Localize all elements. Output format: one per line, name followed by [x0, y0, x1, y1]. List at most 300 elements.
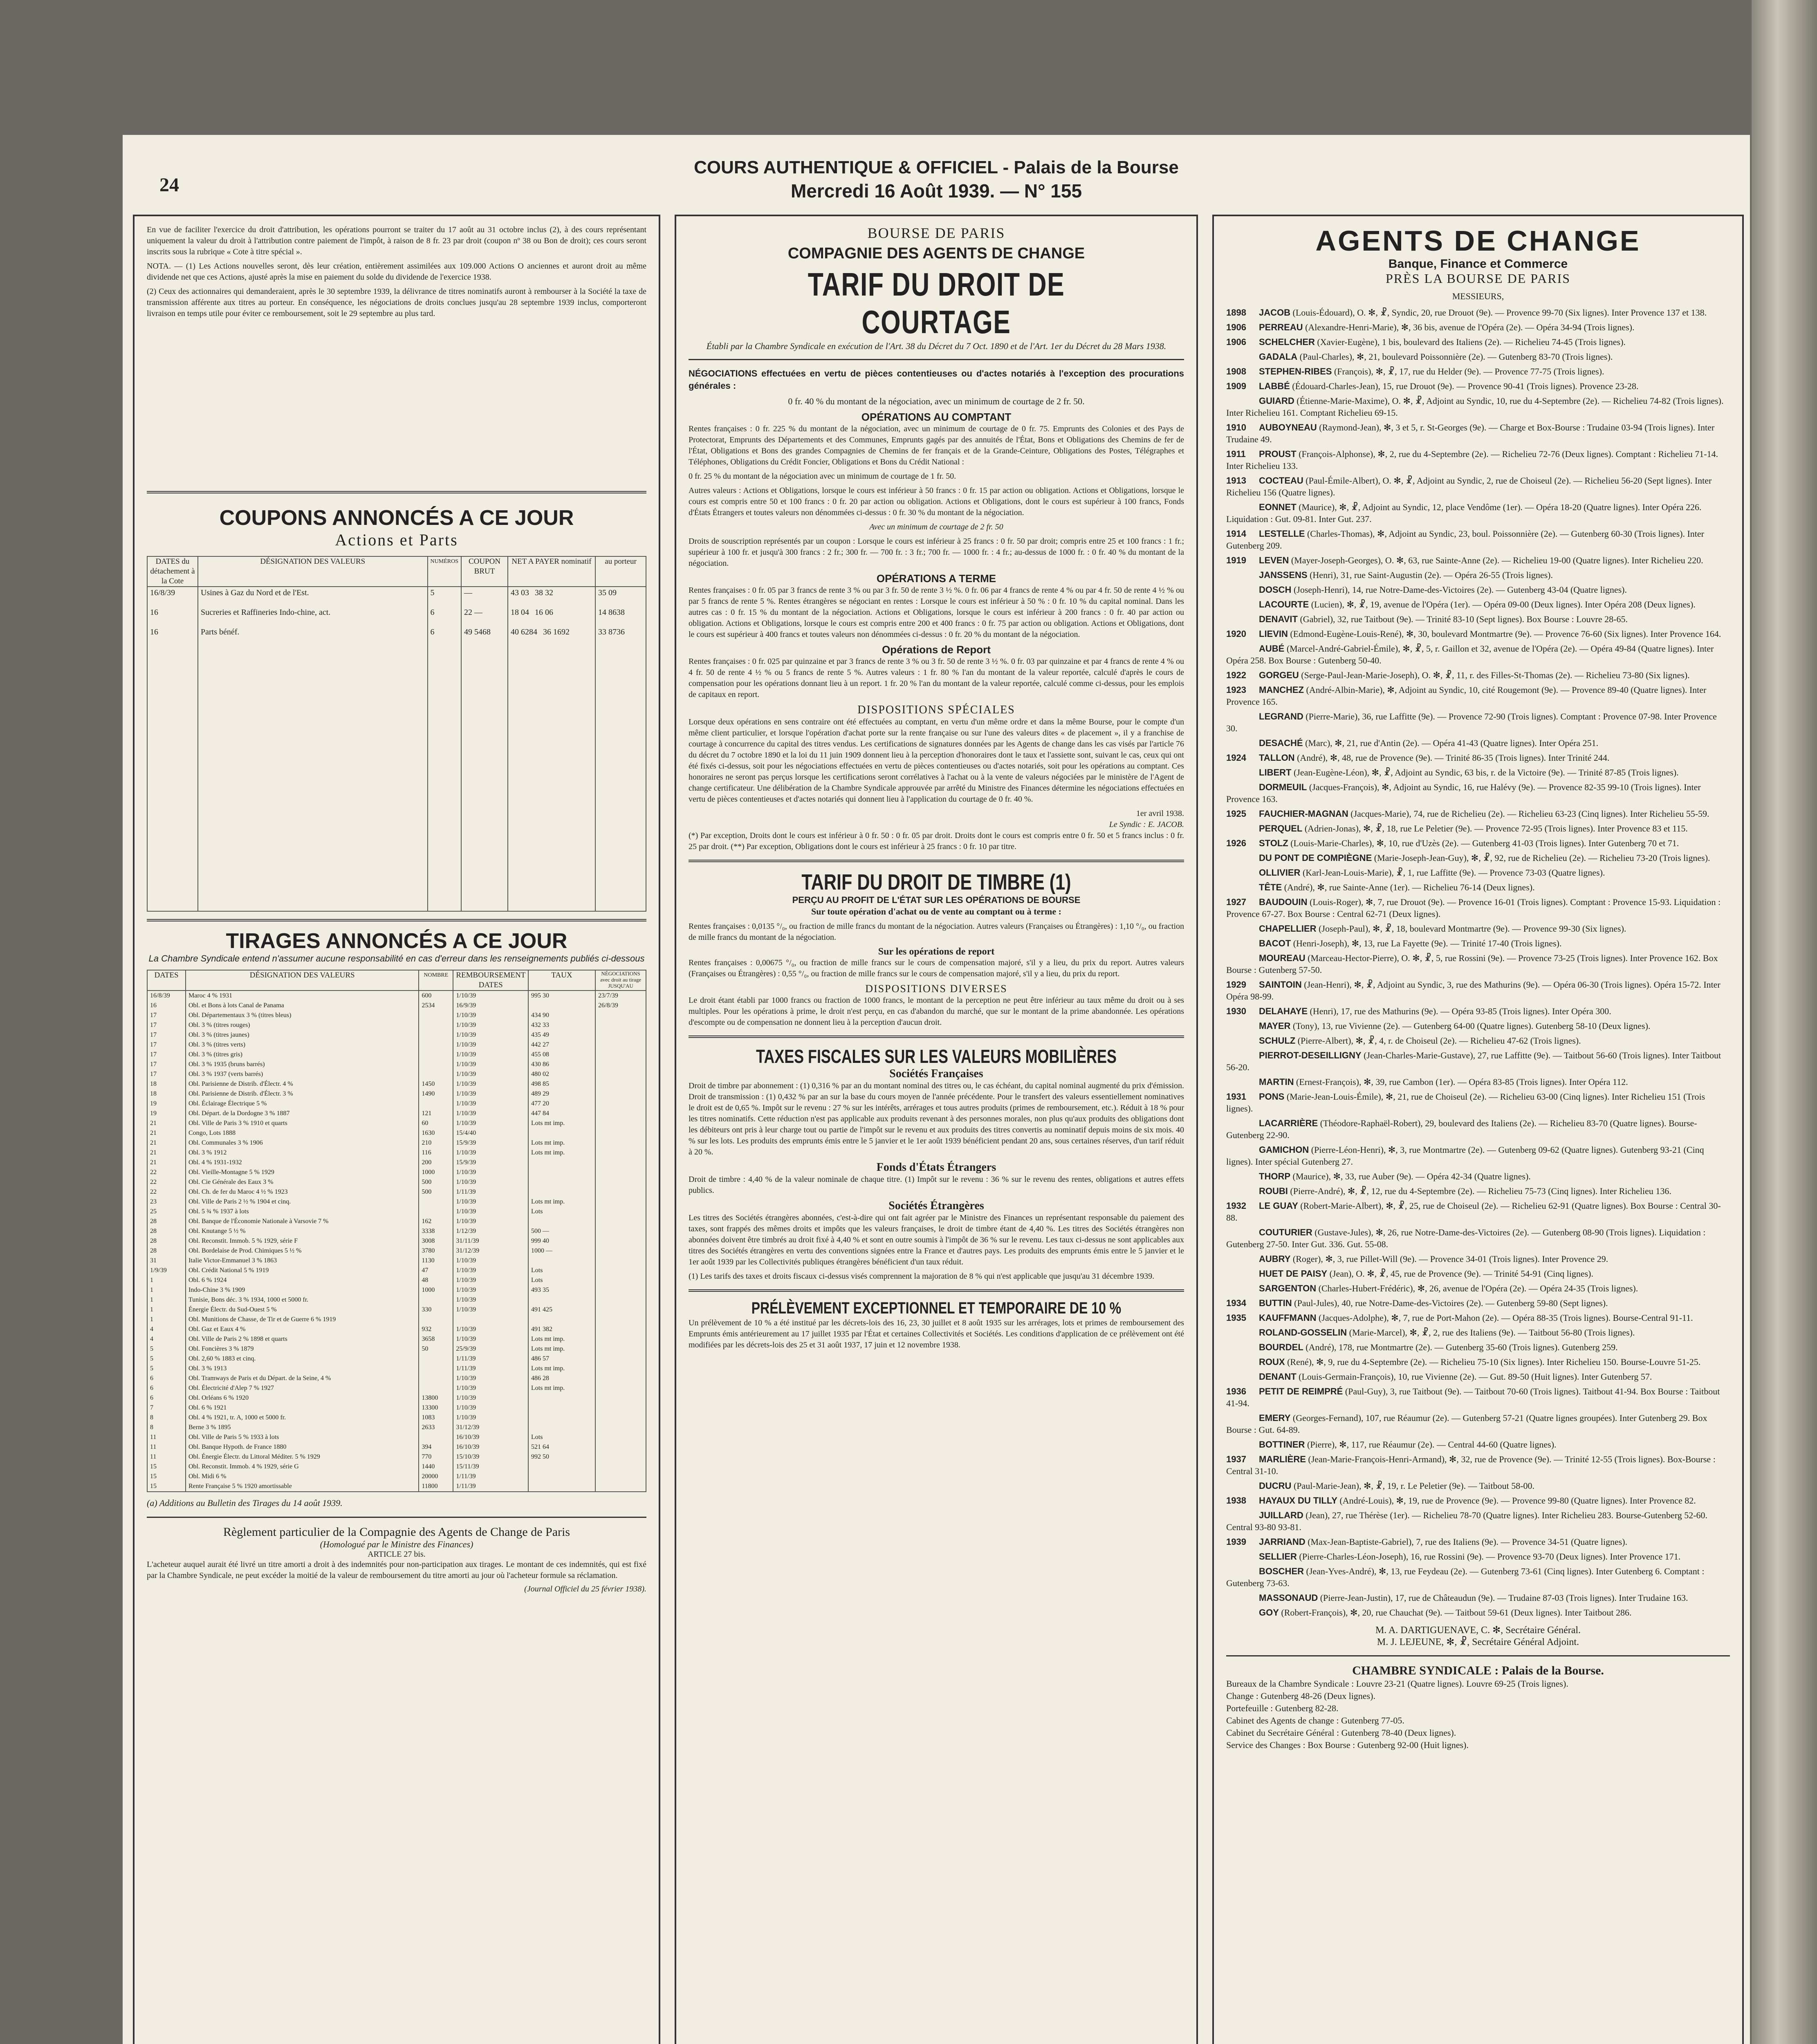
table-cell: 210 — [419, 1138, 453, 1148]
table-cell: 498 85 — [528, 1079, 595, 1089]
table-row — [147, 1325, 646, 1334]
table-cell: Obl. Ch. de fer du Maroc 4 ½ % 1923 — [186, 1187, 419, 1197]
agent-entry — [1226, 1035, 1730, 1047]
agent-year: 1930 — [1226, 1006, 1246, 1016]
agent-details: (Robert-François), ✻, 20, rue Chauchat (9e). — Taitbout 59-61 (Deux lignes). Inter Taitbout 286. — [1281, 1607, 1632, 1618]
table-row — [147, 626, 646, 645]
agent-name: SCHELCHER — [1259, 337, 1315, 347]
table-cell: Obl. Départementaux 3 % (titres bleus) — [186, 1011, 419, 1020]
tirages-col-taux: TAUX — [528, 970, 595, 991]
table-cell: Énergie Électr. du Sud-Ouest 5 % — [186, 1305, 419, 1315]
agent-entry — [1226, 1385, 1730, 1409]
agent-entry — [1226, 1509, 1730, 1533]
reglement-text: L'acheteur auquel aurait été livré un titre amorti a droit à des indemnités pour non-participation aux tirages. Le montant de ces indemnités, qui est fixé par la Chambre Syndicale, ne peut excéder la moitié de la valeur de remboursement du titre amorti au jour où l'acheteur formule sa réclamation. — [147, 1560, 646, 1580]
table-cell: 1/10/39 — [453, 1168, 528, 1177]
table-cell — [595, 1177, 646, 1187]
table-cell: 435 49 — [528, 1030, 595, 1040]
table-cell: 1/10/39 — [453, 1040, 528, 1050]
negociations-rate: 0 fr. 40 % du montant de la négociation, avec un minimum de courtage de 2 fr. 50. — [788, 396, 1085, 406]
table-cell: Obl. 4 % 1921, tr. A, 1000 et 5000 fr. — [186, 1413, 419, 1423]
agent-name: BOURDEL — [1259, 1342, 1303, 1352]
table-row — [147, 1344, 646, 1354]
agent-details: (Pierre), ✻, 117, rue Réaumur (2e). — Central 44-60 (Quatre lignes). — [1307, 1439, 1557, 1450]
table-row — [147, 1020, 646, 1030]
agent-name: THORP — [1259, 1171, 1290, 1181]
table-cell: 1/10/39 — [453, 1197, 528, 1207]
report-title: Opérations de Report — [882, 643, 991, 656]
cell-value: 22 — — [464, 608, 482, 617]
cell-value: 49 5468 — [464, 627, 491, 637]
agent-name: LE GUAY — [1259, 1201, 1298, 1211]
table-cell: Lots — [528, 1432, 595, 1442]
agent-entry — [1226, 1170, 1730, 1182]
agent-details: (Marie-Jean-Louis-Émile), ✻, 21, rue de Choiseul (2e). — Richelieu 63-00 (Cinq lignes). Inter Richelieu 151 (Trois lignes). — [1226, 1091, 1705, 1114]
table-row — [147, 1148, 646, 1158]
agent-details: (François-Alphonse), ✻, 2, rue du 4-Septembre (2e). — Richelieu 72-76 (Deux lignes). Comptant : Richelieu 71-14. Inter Richelieu 133. — [1226, 449, 1718, 471]
table-cell — [461, 645, 508, 911]
table-cell — [595, 1138, 646, 1148]
table-cell: Obl. 3 % (titres verts) — [186, 1040, 419, 1050]
table-cell: 1/10/39 — [453, 1325, 528, 1334]
table-cell: Obl. 6 % 1921 — [186, 1403, 419, 1413]
table-cell: 1/10/39 — [453, 1217, 528, 1226]
table-cell: 23 — [147, 1197, 186, 1207]
table-cell: Obl. Tramways de Paris et du Départ. de la Seine, 4 % — [186, 1374, 419, 1383]
table-cell: 21 — [147, 1138, 186, 1148]
agent-entry — [1226, 766, 1730, 778]
table-cell: 1 — [147, 1285, 186, 1295]
prelevement-title: PRÉLÈVEMENT EXCEPTIONNEL ET TEMPORAIRE DE 10 % — [751, 1299, 1122, 1317]
agent-name: JANSSENS — [1259, 570, 1308, 580]
table-cell: 15/9/39 — [453, 1158, 528, 1168]
table-row — [147, 1217, 646, 1226]
tirages-col-designation: DÉSIGNATION DES VALEURS — [186, 970, 419, 991]
intro-paragraph: En vue de faciliter l'exercice du droit d'attribution, les opérations pourront se traiter du 17 août au 31 octobre inclus (2), à des cours représentant uniquement la valeur du droit à l'attribution contre paiement de l'impôt, à raison de 8 fr. 23 par droit (coupon nº 38 ou Bon de droit); ces cours seront inscrits sous la rubrique « Cote à titre spécial ». — [147, 225, 646, 256]
table-cell — [528, 1315, 595, 1325]
table-cell: 6 — [147, 1383, 186, 1393]
agent-entry — [1226, 321, 1730, 333]
coupons-table — [147, 556, 646, 912]
agent-name: COCTEAU — [1259, 475, 1303, 486]
table-cell: 1/10/39 — [453, 1177, 528, 1187]
agent-details: (Jean-Marie-François-Henri-Armand), ✻, 32, rue de Provence (9e). — Trinité 12-55 (Trois lignes). Box-Bourse : Central 31-10. — [1226, 1454, 1716, 1476]
table-cell: Lots mt imp. — [528, 1197, 595, 1207]
agent-name: DORMEUIL — [1259, 782, 1307, 792]
agent-details: (André), 178, rue Montmartre (2e). — Gutenberg 35-60 (Trois lignes). Gutenberg 259. — [1306, 1342, 1618, 1352]
agent-entry — [1226, 628, 1730, 640]
table-cell — [528, 1472, 595, 1481]
table-cell: 16 — [147, 1001, 186, 1011]
table-cell: 1/10/39 — [453, 1207, 528, 1217]
table-cell: 1/10/39 — [453, 1089, 528, 1099]
agent-name: PERQUEL — [1259, 823, 1303, 834]
agent-entry — [1226, 643, 1730, 666]
cell-value: 38 32 — [535, 588, 553, 597]
table-row — [147, 1060, 646, 1069]
table-row — [147, 1236, 646, 1246]
table-cell — [508, 607, 595, 626]
table-cell: 999 40 — [528, 1236, 595, 1246]
agent-entry — [1226, 1297, 1730, 1309]
table-cell — [595, 1472, 646, 1481]
agent-details: (Edmond-Eugène-Louis-René), ✻, 30, boulevard Montmartre (9e). — Provence 76-60 (Six lignes). Inter Provence 164. — [1290, 629, 1721, 639]
bourse-heading: BOURSE DE PARIS — [867, 225, 1005, 241]
table-cell — [198, 607, 428, 626]
compagnie-heading: COMPAGNIE DES AGENTS DE CHANGE — [787, 245, 1085, 262]
agent-entry — [1226, 421, 1730, 445]
agent-details: (Henri), 17, rue des Mathurins (9e). — Opéra 93-85 (Trois lignes). Inter Opéra 300. — [1310, 1006, 1611, 1016]
table-cell — [528, 1217, 595, 1226]
table-row — [147, 1295, 646, 1305]
table-cell: Obl. Gaz et Eaux 4 % — [186, 1325, 419, 1334]
table-cell — [595, 1344, 646, 1354]
agent-entry — [1226, 1091, 1730, 1114]
agent-entry — [1226, 979, 1730, 1002]
table-cell: 1/10/39 — [453, 1305, 528, 1315]
agent-name: EONNET — [1259, 502, 1297, 512]
table-cell — [147, 587, 198, 607]
cell-value: 43 03 — [511, 588, 529, 597]
table-cell — [595, 1050, 646, 1060]
table-cell: Obl. 3 % (titres rouges) — [186, 1020, 419, 1030]
table-row — [147, 1187, 646, 1197]
agent-entry — [1226, 1200, 1730, 1224]
journal-ref: (Journal Officiel du 25 février 1938). — [524, 1585, 646, 1594]
agent-entry — [1226, 684, 1730, 708]
agent-name: LEGRAND — [1259, 711, 1303, 722]
table-cell: Obl. 3 % 1937 (verts barrés) — [186, 1069, 419, 1079]
table-cell: 50 — [419, 1344, 453, 1354]
table-cell: 4 — [147, 1325, 186, 1334]
table-cell: 932 — [419, 1325, 453, 1334]
table-row — [147, 1423, 646, 1432]
table-cell: 1/10/39 — [453, 1148, 528, 1158]
table-cell — [595, 1305, 646, 1315]
agent-entry — [1226, 1341, 1730, 1353]
table-cell — [595, 1403, 646, 1413]
agent-details: (Jean-Eugène-Léon), ✻, ☧, Adjoint au Syndic, 63 bis, r. de la Victoire (9e). — Trinité 87-85 (Trois lignes). — [1293, 767, 1679, 778]
taxes-title: TAXES FISCALES SUR LES VALEURS MOBILIÈRES — [756, 1046, 1117, 1067]
table-cell — [595, 1275, 646, 1285]
agent-year: 1939 — [1226, 1537, 1246, 1547]
agent-name: DOSCH — [1259, 585, 1292, 595]
agent-details: (René), ✻, 9, rue du 4-Septembre (2e). — Richelieu 75-10 (Six lignes). Inter Richelieu 150. Bourse-Louvre 51-25. — [1287, 1357, 1701, 1367]
coupons-col-brut: COUPON BRUT — [461, 556, 508, 587]
additions-note: (a) Additions au Bulletin des Tirages du 14 août 1939. — [147, 1498, 343, 1508]
agent-details: (Karl-Jean-Louis-Marie), ☧, 1, rue Laffitte (9e). — Provence 73-03 (Quatre lignes). — [1302, 867, 1605, 878]
table-cell — [595, 1040, 646, 1050]
table-cell: 491 425 — [528, 1305, 595, 1315]
agent-year: 1929 — [1226, 979, 1246, 990]
comptant-minimum: Avec un minimum de courtage de 2 fr. 50 — [869, 522, 1003, 531]
dispositions-speciales-text: Lorsque deux opérations en sens contraire ont été effectuées au comptant, en vertu d'un même ordre et dans la même Bourse, pour le compte d'un même client particulier, et lorsque l'opération d'achat porte sur la rente française ou sur l'une des valeurs dites « de placement », il y a franchise de courtage à concurrence du capital des titres vendus. Les certifications de signatures données par les Agents de change dans les cas visés par l'article 76 du décret du 7 octobre 1890 et la loi du 11 juin 1909 donnent lieu à la perception d'honoraires dont le taux et l'assiette sont, suivant le cas, ceux qui ont été fixés ci-dessus, soit pour les négociations effectuées en vertu de pièces contentieuses ou d'actes notariés, soit pour les opérations au comptant. Ces honoraires ne seront pas perçus lorsque les certifications seront corrélatives à l'achat ou à la vente de valeurs négociées par le ministère de l'Agent de change certificateur. Une délibération de la Chambre Syndicale approuvée par arrêté du Ministre des Finances détermine les négociations effectuées en vertu de pièces contentieuses et d'actes notariés qui donnent lieu à l'application du courtage de 0 fr. 40 %. — [689, 717, 1184, 804]
table-row — [147, 991, 646, 1001]
table-cell — [428, 587, 461, 607]
table-cell — [461, 587, 508, 607]
cell-value: 16 — [150, 627, 158, 637]
table-cell: 1/10/39 — [453, 1050, 528, 1060]
comptant-title: OPÉRATIONS AU COMPTANT — [861, 411, 1012, 423]
table-cell: Obl. Midi 6 % — [186, 1472, 419, 1481]
table-row — [147, 1030, 646, 1040]
table-cell: Obl. 3 % 1935 (bruns barrés) — [186, 1060, 419, 1069]
table-cell — [528, 1481, 595, 1492]
table-cell: 442 27 — [528, 1040, 595, 1050]
agent-entry — [1226, 1356, 1730, 1368]
agent-entry — [1226, 351, 1730, 363]
table-cell: 1/10/39 — [453, 1256, 528, 1266]
prelevement-text: Un prélèvement de 10 % a été institué par les décrets-lois des 16, 23, 30 juillet et 8 août 1935 sur les arrérages, lots et primes de remboursement des Emprunts émis antérieurement au 17 juillet 1935 par l'État et certaines Collectivités et Sociétés. Les conditions d'application de ce prélèvement ont été modifiées par les décrets-lois des 25 et 31 août 1937, 17 juin et 12 novembre 1938. — [689, 1318, 1184, 1349]
table-cell — [461, 626, 508, 645]
agent-entry — [1226, 781, 1730, 805]
agent-details: (Jean-Yves-André), ✻, 13, rue Feydeau (2e). — Gutenberg 73-61 (Cinq lignes). Inter Gutenberg 6. Comptant : Gutenberg 73-63. — [1226, 1566, 1705, 1588]
table-row — [147, 1266, 646, 1275]
table-row — [147, 1452, 646, 1462]
table-cell — [419, 1354, 453, 1364]
table-cell — [595, 1197, 646, 1207]
agent-details: (Mayer-Joseph-Georges), O. ✻, 63, rue Sainte-Anne (2e). — Richelieu 19-00 (Quatre lignes). Inter Richelieu 220. — [1291, 555, 1703, 565]
agent-details: (Paul-Émile-Albert), O. ✻, ☧, Adjoint au Syndic, 2, rue de Choiseul (2e). — Richelieu 56-20 (Sept lignes). Inter Richelieu 156 (Quatre lignes). — [1226, 475, 1712, 498]
tirages-table — [147, 970, 646, 1492]
agent-details: (Édouard-Charles-Jean), 15, rue Drouot (9e). — Provence 90-41 (Trois lignes). Provence 23-28. — [1292, 381, 1639, 391]
table-row — [147, 1226, 646, 1236]
table-row — [147, 607, 646, 626]
table-cell: 500 — — [528, 1226, 595, 1236]
agent-details: (Tony), 13, rue Vivienne (2e). — Gutenberg 64-00 (Quatre lignes). Gutenberg 58-10 (Deux lignes). — [1292, 1021, 1651, 1031]
table-cell: 1/10/39 — [453, 1069, 528, 1079]
comptant-text-3: Autres valeurs : Actions et Obligations, lorsque le cours est inférieur à 50 francs : 0 fr. 15 par action ou obligation. Actions et Obligations, lorsque le cours est compris entre 50 et 100 francs : 0 fr. 20 par action ou obligation. Actions et Obligations, dont le cours est supérieur à 100 francs, Fonds d'États Étrangers et toutes valeurs non dénommées ci-dessus : 0 fr. 30 % du montant de la négociation. — [689, 486, 1184, 517]
table-row — [147, 1099, 646, 1109]
comptant-text-1: Rentes françaises : 0 fr. 225 % du montant de la négociation, avec un minimum de courtage de 0 fr. 75. Emprunts des Colonies et des Pays de Protectorat, Emprunts des Départements et des Communes, Emprunts gagés par des annuités de l'État, Bons et Obligations des Chemins de fer de l'État, Obligations et Bons des grandes Compagnies de Chemins de fer français et de la Grande-Ceinture, Obligations des Postes, Télégraphes et Téléphones, Obligations du Crédit Foncier, Obligations et Bons du Crédit National : — [689, 424, 1184, 466]
table-cell — [595, 1128, 646, 1138]
table-cell: 1/10/39 — [453, 1099, 528, 1109]
table-cell — [147, 607, 198, 626]
table-cell — [595, 1089, 646, 1099]
agent-entry — [1226, 737, 1730, 749]
secretaire-adjoint: M. J. LEJEUNE, ✻, ☧, Secrétaire Général Adjoint. — [1377, 1637, 1579, 1647]
table-cell — [595, 1168, 646, 1177]
table-cell: 1/10/39 — [453, 1060, 528, 1069]
table-cell: 15 — [147, 1462, 186, 1472]
agent-year: 1898 — [1226, 307, 1246, 318]
agent-details: (Lucien), ✻, ☧, 19, avenue de l'Opéra (1er). — Opéra 09-00 (Deux lignes). Inter Opéra 208 (Deux lignes). — [1311, 599, 1696, 610]
table-cell: 434 90 — [528, 1011, 595, 1020]
table-cell: Obl. Munitions de Chasse, de Tir et de Guerre 6 % 1919 — [186, 1315, 419, 1325]
table-cell: 17 — [147, 1011, 186, 1020]
agent-year: 1906 — [1226, 322, 1246, 332]
chambre-line: Cabinet des Agents de change : Gutenberg 77-05. — [1226, 1715, 1404, 1726]
table-cell — [595, 1462, 646, 1472]
table-cell: 22 — [147, 1168, 186, 1177]
table-cell — [595, 1452, 646, 1462]
cell-value: Usines à Gaz du Nord et de l'Est. — [201, 588, 309, 597]
table-row — [147, 1050, 646, 1060]
table-cell: 330 — [419, 1305, 453, 1315]
agent-details: (Henri-Joseph), ✻, 13, rue La Fayette (9e). — Trinité 17-40 (Trois lignes). — [1293, 938, 1562, 948]
table-cell: Lots — [528, 1275, 595, 1285]
table-cell: 16/10/39 — [453, 1442, 528, 1452]
table-cell: 121 — [419, 1109, 453, 1118]
table-cell: Berne 3 % 1895 — [186, 1423, 419, 1432]
agent-entry — [1226, 613, 1730, 625]
agent-details: (Louis-Édouard), O. ✻, ☧, Syndic, 20, rue Drouot (9e). — Provence 99-70 (Six lignes). Inter Provence 137 et 138. — [1292, 307, 1707, 318]
agent-details: (Robert-Marie-Albert), ✻, ☧, 25, rue de Choiseul (2e). — Richelieu 62-91 (Quatre lignes). Box Bourse : Central 30-88. — [1226, 1201, 1721, 1223]
table-cell: 16/9/39 — [453, 1001, 528, 1011]
book-page-edge — [1752, 0, 1817, 2044]
table-cell — [595, 1266, 646, 1275]
column-coupons-tirages — [133, 215, 660, 2044]
table-row — [147, 1207, 646, 1217]
table-row — [147, 1315, 646, 1325]
table-cell — [461, 607, 508, 626]
table-row — [147, 1011, 646, 1020]
agent-year: 1938 — [1226, 1495, 1246, 1506]
agent-year: 1935 — [1226, 1313, 1246, 1323]
table-cell: 1/10/39 — [453, 1118, 528, 1128]
agent-entry — [1226, 952, 1730, 976]
agent-entry — [1226, 1536, 1730, 1548]
table-cell: Obl. Électricité d'Alep 7 % 1927 — [186, 1383, 419, 1393]
agent-details: (Pierre-Albert), ✻, ☧, 4, r. de Choiseul (2e). — Richelieu 47-62 (Trois lignes). — [1297, 1035, 1581, 1046]
agent-details: (Jacques-François), ✻, Adjoint au Syndic, 16, rue Halévy (9e). — Provence 82-35 99-10 (Trois lignes). Inter Provence 163. — [1226, 782, 1701, 804]
agent-name: LABBÉ — [1259, 381, 1290, 391]
table-cell: 1/11/39 — [453, 1354, 528, 1364]
table-cell — [419, 1099, 453, 1109]
agent-name: GORGEU — [1259, 670, 1299, 680]
table-cell: 31/12/39 — [453, 1423, 528, 1432]
agent-details: (Marie-Marcel), ✻, ☧, 2, rue des Italiens (9e). — Taitbout 56-80 (Trois lignes). — [1349, 1327, 1635, 1338]
agent-name: AUBRY — [1259, 1254, 1291, 1264]
table-row — [147, 1275, 646, 1285]
cell-value: 16 — [150, 608, 158, 617]
table-cell — [198, 587, 428, 607]
article-label: ARTICLE 27 bis. — [368, 1550, 426, 1559]
table-cell: 1/10/39 — [453, 1020, 528, 1030]
agent-details: (Marcel-André-Gabriel-Émile), ✻, ☧, 5, r. Gaillon et 32, avenue de l'Opéra (2e). — Opéra 49-84 (Quatre lignes). Inter Opéra 258. Box Bourse : Gutenberg 50-40. — [1226, 643, 1714, 666]
agent-entry — [1226, 1020, 1730, 1032]
table-cell: 521 64 — [528, 1442, 595, 1452]
agent-details: (André), ✻, rue Sainte-Anne (1er). — Richelieu 76-14 (Deux lignes). — [1284, 882, 1535, 892]
table-cell — [595, 1256, 646, 1266]
table-cell: 1/10/39 — [453, 1374, 528, 1383]
table-row — [147, 1334, 646, 1344]
cell-value: 36 1692 — [543, 627, 570, 637]
table-cell: 3658 — [419, 1334, 453, 1344]
table-row — [147, 1432, 646, 1442]
agent-details: (Charles-Hubert-Frédéric), ✻, 26, avenue de l'Opéra (2e). — Opéra 24-35 (Trois lignes). — [1318, 1283, 1638, 1293]
table-cell: Obl. Knutange 5 ½ % — [186, 1226, 419, 1236]
agent-details: (Gustave-Jules), ✻, 26, rue Notre-Dame-des-Victoires (2e). — Gutenberg 08-90 (Trois lignes). Liquidation : Gutenberg 27-50. Inter Gut. 336. Gut. 55-08. — [1226, 1227, 1706, 1249]
cell-value: 18 04 — [511, 608, 529, 617]
table-cell: 1/10/39 — [453, 1413, 528, 1423]
table-cell: 3338 — [419, 1226, 453, 1236]
table-cell: 455 08 — [528, 1050, 595, 1060]
divider — [1226, 1655, 1730, 1656]
agent-entry — [1226, 1412, 1730, 1436]
agent-details: (Xavier-Eugène), 1 bis, boulevard des Italiens (2e). — Richelieu 74-45 (Trois lignes). — [1317, 337, 1626, 347]
table-cell — [419, 1050, 453, 1060]
table-row — [147, 1462, 646, 1472]
table-cell — [595, 1364, 646, 1374]
agents-title: AGENTS DE CHANGE — [1315, 225, 1641, 257]
table-cell: 15/4/40 — [453, 1128, 528, 1138]
societes-etrangeres-heading: Sociétés Étrangères — [888, 1199, 984, 1212]
agent-name: TALLON — [1259, 753, 1295, 763]
table-cell: Lots mt imp. — [528, 1383, 595, 1393]
agent-entry — [1226, 475, 1730, 498]
agent-entry — [1226, 1495, 1730, 1506]
tirages-title: TIRAGES ANNONCÉS A CE JOUR — [226, 929, 568, 953]
table-cell — [419, 1030, 453, 1040]
agents-subtitle: Banque, Finance et Commerce — [1388, 257, 1568, 271]
table-cell: 6 — [147, 1374, 186, 1383]
table-cell: 493 35 — [528, 1285, 595, 1295]
cell-value: 6 — [430, 608, 435, 617]
agent-name: MARTIN — [1259, 1077, 1294, 1087]
table-row — [147, 1481, 646, 1492]
agent-name: TÊTE — [1259, 882, 1282, 892]
table-cell: 15 — [147, 1472, 186, 1481]
agent-details: (André-Albin-Marie), ✻, Adjoint au Syndic, 10, cité Rougemont (9e). — Provence 89-40 (Quatre lignes). Inter Provence 165. — [1226, 685, 1707, 707]
table-cell: Obl. Reconstit. Immob. 4 % 1929, série G — [186, 1462, 419, 1472]
agent-year: 1920 — [1226, 629, 1246, 639]
diverses-title: DISPOSITIONS DIVERSES — [865, 983, 1007, 995]
agent-name: SELLIER — [1259, 1551, 1297, 1562]
coupons-col-designation: DÉSIGNATION DES VALEURS — [198, 556, 428, 587]
table-cell: Obl. Ville de Paris 2 ½ % 1904 et cinq. — [186, 1197, 419, 1207]
agent-entry — [1226, 598, 1730, 610]
table-cell: 1000 — [419, 1285, 453, 1295]
agent-year: 1924 — [1226, 753, 1246, 763]
table-cell: 1/10/39 — [453, 991, 528, 1001]
table-cell: Lots mt imp. — [528, 1344, 595, 1354]
table-cell: 477 20 — [528, 1099, 595, 1109]
table-cell — [595, 1148, 646, 1158]
agent-name: LESTELLE — [1259, 529, 1305, 539]
table-cell: 1/10/39 — [453, 1393, 528, 1403]
table-cell — [595, 1060, 646, 1069]
agent-entry — [1226, 1453, 1730, 1477]
divider — [147, 491, 646, 493]
agent-entry — [1226, 1327, 1730, 1338]
table-cell — [419, 1383, 453, 1393]
table-cell — [595, 1354, 646, 1364]
agent-details: (Louis-Marie-Charles), ✻, 10, rue d'Uzès (2e). — Gutenberg 41-03 (Trois lignes). Inter Gutenberg 70 et 71. — [1290, 838, 1679, 848]
agent-details: (Henri), 31, rue Saint-Augustin (2e). — Opéra 26-55 (Trois lignes). — [1310, 570, 1553, 580]
agent-name: DUCRU — [1259, 1481, 1292, 1491]
divider — [689, 1035, 1184, 1038]
table-filler — [147, 645, 646, 911]
table-cell: Obl. Ville de Paris 5 % 1933 à lots — [186, 1432, 419, 1442]
table-cell: 8 — [147, 1423, 186, 1432]
cell-value: 33 8736 — [598, 627, 625, 637]
agent-entry — [1226, 1076, 1730, 1088]
agent-entry — [1226, 528, 1730, 551]
table-cell: 16/8/39 — [147, 991, 186, 1001]
table-cell: Obl. 2,60 % 1883 et cinq. — [186, 1354, 419, 1364]
table-row — [147, 1442, 646, 1452]
table-cell: Lots mt imp. — [528, 1148, 595, 1158]
table-cell: 17 — [147, 1069, 186, 1079]
divider — [689, 359, 1184, 360]
intro-nota: NOTA. — (1) Les Actions nouvelles seront, dès leur création, entièrement assimilées aux 109.000 Actions O anciennes et auront droit au même dividende net que ces Actions, ajusté après la mise en paiement du solde du dividende de l'exercice 1938. — [147, 262, 646, 282]
table-cell — [528, 1128, 595, 1138]
table-cell — [595, 1118, 646, 1128]
agent-entry — [1226, 1551, 1730, 1562]
table-cell: 31/12/39 — [453, 1246, 528, 1256]
comptant-text-4: Droits de souscription représentés par un coupon : Lorsque le cours est inférieur à 25 francs : 0 fr. 50 par droit; compris entre 25 et 100 francs : 1 fr.; supérieur à 100 fr. et jusqu'à 300 francs : 2 fr.; 300 fr. — 700 fr. : 3 fr.; 700 fr. — 1000 fr. : 4 fr.; au-dessus de 1000 fr. : 0 fr. 40 % du montant de la négociation. — [689, 537, 1184, 568]
agent-name: PONS — [1259, 1091, 1285, 1102]
